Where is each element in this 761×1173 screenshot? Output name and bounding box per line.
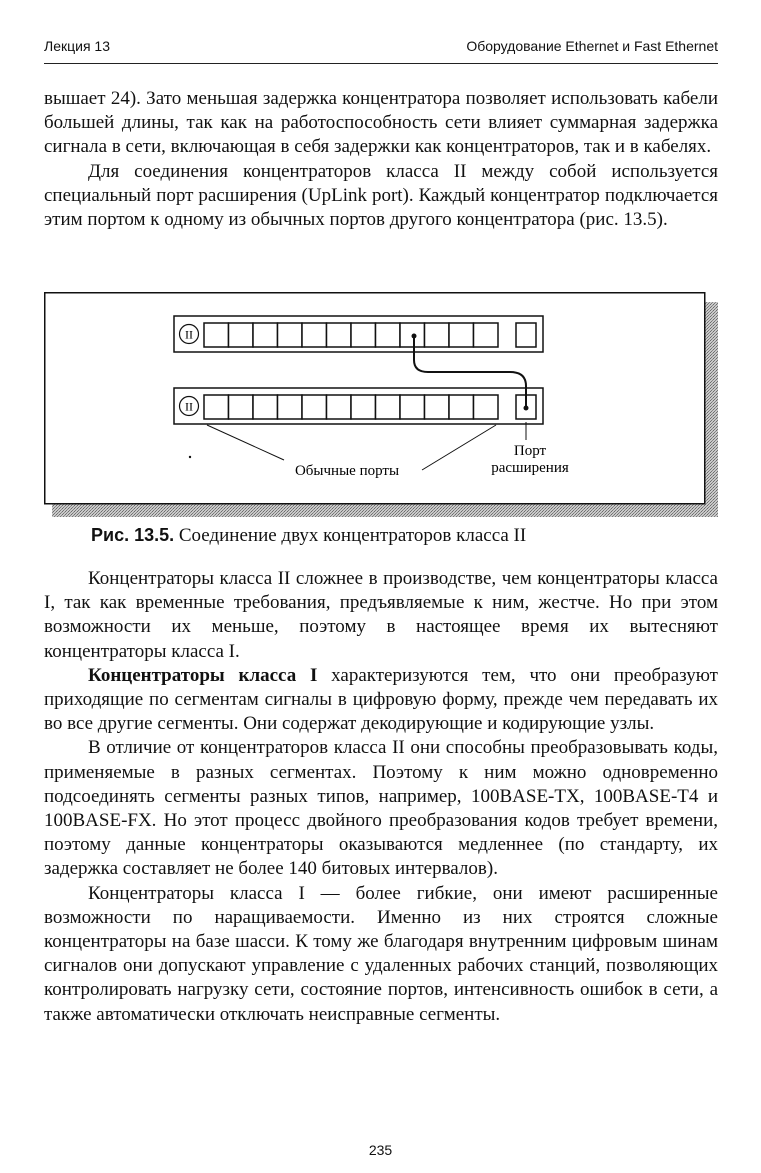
paragraph: Концентраторы класса I — более гибкие, они имеют расширенные возможности по наращиваемости. Именно из них строятся сложные концентраторы на базе шасси. К тому же благодаря внутренним цифровым шинам сигналов они допускают управление с удаленных рабочих станций, позволяющих контролировать нагрузку сети, состояние портов, интенсивность ошибок в сети, а также автоматически отключать неисправные сегменты. xyxy=(44,882,718,1025)
regular-port xyxy=(204,395,229,419)
regular-port xyxy=(351,395,376,419)
paragraph: В отличие от концентраторов класса II они способны преобразовывать коды, применяемые в разных сегментах. Поэтому к ним можно одновременно подсоединять сегменты разных типов, например, 100BASE-TX, 100BASE-T4 и 100BASE-FX. Но этот процесс двойного преобразования кодов требует времени, поэтому данные концентраторы оказываются медленнее (по стандарту, их задержка составляет не более 140 битовых интервалов). xyxy=(44,737,718,880)
paragraph xyxy=(44,664,718,737)
bold-term: Концентраторы класса I xyxy=(88,664,318,686)
paragraph: Для соединения концентраторов класса II между собой используется специальный порт расширения (UpLink port). Каждый концентратор подключается этим портом к одному из обычных портов другого концентратора (рис. 13.5). xyxy=(44,160,718,231)
regular-port xyxy=(474,395,499,419)
regular-port xyxy=(425,395,450,419)
frame-shadow-right xyxy=(705,302,718,517)
hub-class-label: II xyxy=(185,399,193,414)
regular-port xyxy=(204,323,229,347)
regular-port xyxy=(278,395,303,419)
frame-shadow-bottom xyxy=(52,504,718,517)
regular-port xyxy=(449,323,474,347)
regular-port xyxy=(302,323,327,347)
regular-port xyxy=(400,395,425,419)
paragraph: Концентраторы класса II сложнее в производстве, чем концентраторы класса I, так как временные требования, предъявляемые к ним, жестче. Но при этом возможности их меньше, поэтому в настоящее время их вытесняют концентраторы класса I. xyxy=(44,568,718,662)
running-header xyxy=(44,38,718,60)
regular-port xyxy=(327,395,352,419)
regular-port xyxy=(449,395,474,419)
regular-ports-label: Обычные порты xyxy=(294,463,400,479)
regular-port xyxy=(229,395,254,419)
regular-port xyxy=(351,323,376,347)
regular-port xyxy=(376,395,401,419)
caption-text: Соединение двух концентраторов класса II xyxy=(178,525,527,546)
regular-port xyxy=(474,323,499,347)
figure-hub-connection xyxy=(44,292,718,517)
page-number: 235 xyxy=(368,1142,393,1158)
uplink-port-label: Порт xyxy=(513,443,547,459)
regular-port xyxy=(229,323,254,347)
regular-port xyxy=(278,323,303,347)
figure-caption xyxy=(91,523,711,548)
paragraph-text: характеризуются тем, что они преобразуют приходящие по сегментам сигналы в цифровую форму, прежде чем передавать их во все другие сегменты. Они содержат декодирующие и кодирующие узлы. xyxy=(44,664,718,735)
text-block-top xyxy=(44,87,718,232)
hub-class-label: II xyxy=(185,327,193,342)
paragraph: вышает 24). Зато меньшая задержка концентратора позволяет использовать кабели большей длины, так как на работоспособность сети влияет суммарная задержка сигнала в сети, включающая в себя задержки как концентраторов, так и в кабелях. xyxy=(44,88,718,158)
header-lecture: Лекция 13 xyxy=(44,38,110,54)
regular-port xyxy=(327,323,352,347)
regular-port xyxy=(376,323,401,347)
hub-diagram xyxy=(44,292,718,517)
uplink-port-label: расширения xyxy=(491,460,569,476)
regular-port xyxy=(253,323,278,347)
header-rule xyxy=(44,63,718,64)
caption-number: Рис. 13.5. xyxy=(91,525,175,545)
uplink-port-top xyxy=(516,323,536,347)
regular-port xyxy=(425,323,450,347)
regular-port xyxy=(302,395,327,419)
regular-port xyxy=(253,395,278,419)
header-title: Оборудование Ethernet и Fast Ethernet xyxy=(466,38,718,54)
text-block-bottom xyxy=(44,567,718,1027)
